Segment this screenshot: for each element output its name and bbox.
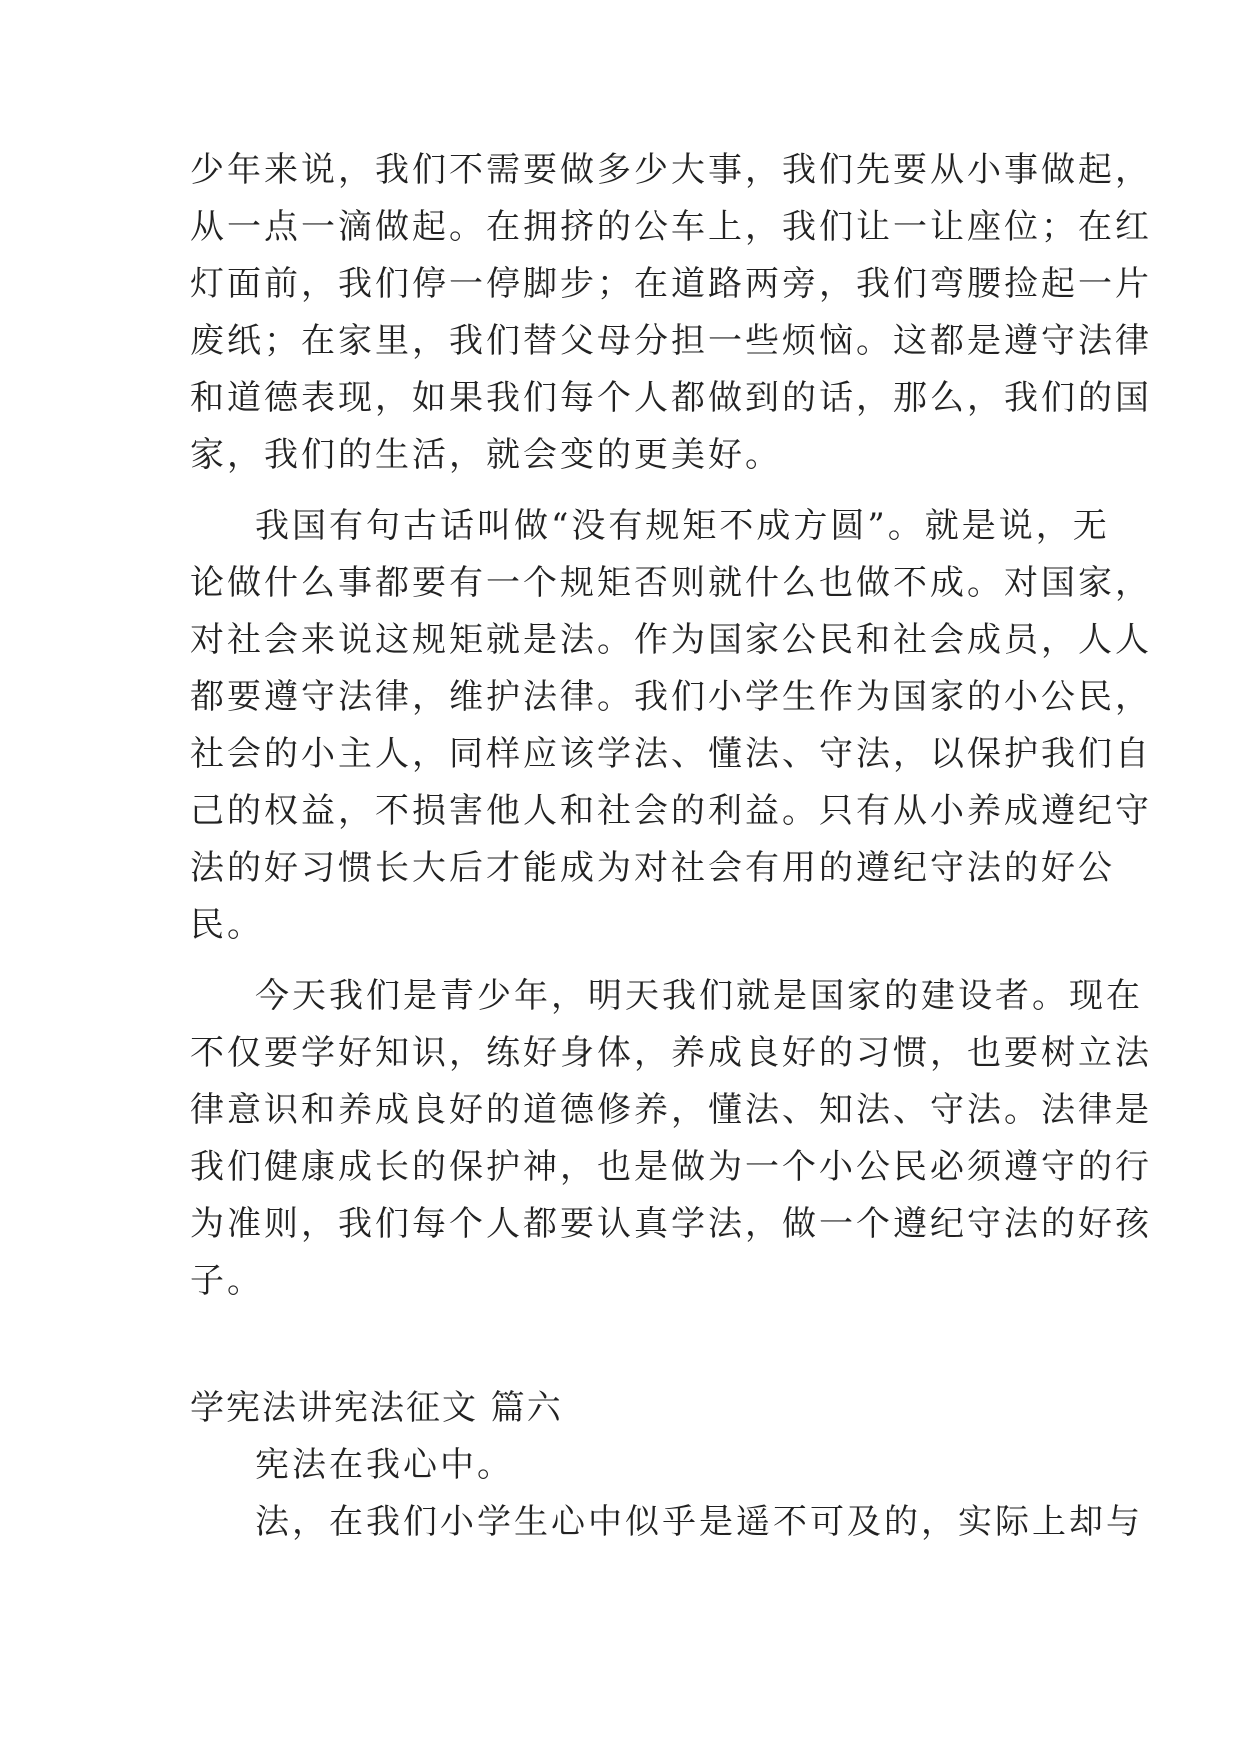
section-heading: 学宪法讲宪法征文 篇六 [190, 1388, 563, 1428]
text-line: 律意识和养成良好的道德修养，懂法、知法、守法。法律是 [190, 1090, 1152, 1130]
text-line: 对社会来说这规矩就是法。作为国家公民和社会成员，人人 [190, 620, 1152, 660]
text-line: 和道德表现，如果我们每个人都做到的话，那么，我们的国 [190, 378, 1152, 418]
text-line: 己的权益，不损害他人和社会的利益。只有从小养成遵纪守 [190, 791, 1152, 831]
paragraph-start-line: 法，在我们小学生心中似乎是遥不可及的，实际上却与 [255, 1502, 1143, 1542]
text-line: 社会的小主人，同样应该学法、懂法、守法，以保护我们自 [190, 734, 1152, 774]
text-line: 子。 [190, 1261, 264, 1301]
text-line: 从一点一滴做起。在拥挤的公车上，我们让一让座位；在红 [190, 207, 1152, 247]
paragraph-start-line: 今天我们是青少年，明天我们就是国家的建设者。现在 [255, 976, 1143, 1016]
text-line: 都要遵守法律，维护法律。我们小学生作为国家的小公民， [190, 677, 1152, 717]
text-line: 少年来说，我们不需要做多少大事，我们先要从小事做起， [190, 150, 1152, 190]
text-line: 民。 [190, 905, 264, 945]
paragraph-start-line: 宪法在我心中。 [255, 1445, 514, 1485]
text-line: 废纸；在家里，我们替父母分担一些烦恼。这都是遵守法律 [190, 321, 1152, 361]
text-line: 为准则，我们每个人都要认真学法，做一个遵纪守法的好孩 [190, 1204, 1152, 1244]
text-line: 法的好习惯长大后才能成为对社会有用的遵纪守法的好公 [190, 848, 1115, 888]
text-line: 灯面前，我们停一停脚步；在道路两旁，我们弯腰捡起一片 [190, 264, 1152, 304]
text-line: 论做什么事都要有一个规矩否则就什么也做不成。对国家， [190, 563, 1152, 603]
text-line: 我们健康成长的保护神，也是做为一个小公民必须遵守的行 [190, 1147, 1152, 1187]
text-line: 家，我们的生活，就会变的更美好。 [190, 435, 782, 475]
paragraph-start-line: 我国有句古话叫做“没有规矩不成方圆”。就是说，无 [255, 506, 1110, 546]
text-line: 不仅要学好知识，练好身体，养成良好的习惯，也要树立法 [190, 1033, 1152, 1073]
